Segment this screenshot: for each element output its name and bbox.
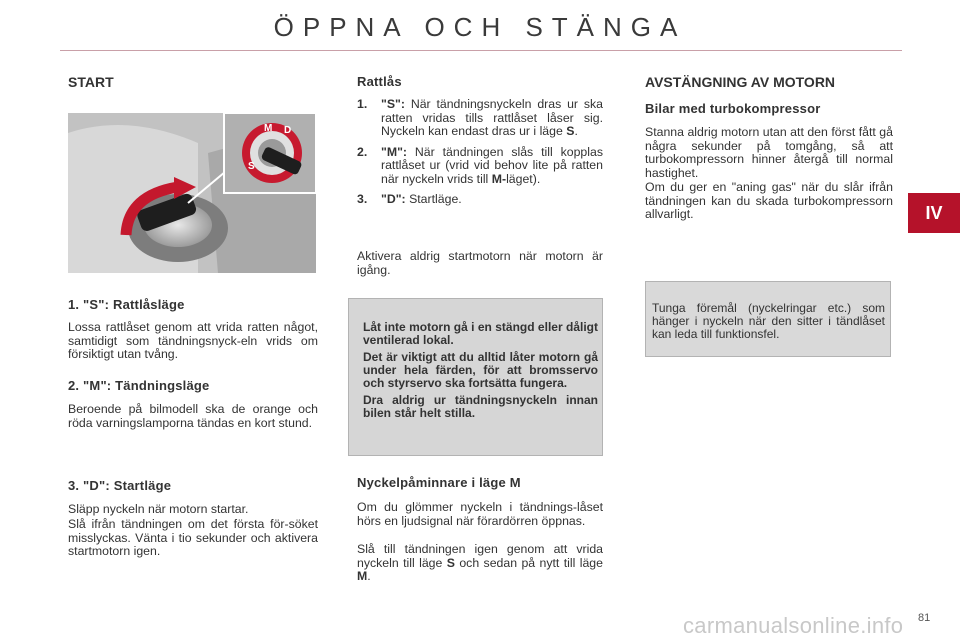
reminder-bold-s: S xyxy=(446,555,455,570)
item-text: När tändningsnyckeln dras ur ska ratten vridas tills rattlåset låser sig. Nyckeln kan endast dras ur i läge xyxy=(381,97,603,138)
d-text-1: Släpp nyckeln när motorn startar. xyxy=(68,502,249,516)
warning-line-2: Det är viktigt att du alltid låter motorn gå under hela färden, för att bromsservo och styrservo ska fortsätta fungera. xyxy=(363,350,598,390)
list-item xyxy=(357,193,603,207)
item-tail: . xyxy=(574,124,578,138)
title-divider xyxy=(60,50,902,51)
item-number: 2. xyxy=(357,144,368,159)
rattlas-heading: Rattlås xyxy=(357,74,402,89)
s-heading: 1. "S": Rattlåsläge xyxy=(68,297,185,312)
item-key: "S": xyxy=(381,97,405,111)
pos-m-label: M xyxy=(264,123,273,134)
page-title: ÖPPNA OCH STÄNGA xyxy=(273,12,687,42)
s-text: Lossa rattlåset genom att vrida ratten något, samtidigt som tändningsnyck-eln vrids om försiktigt utan tvång. xyxy=(68,320,318,361)
info-text: Tunga föremål (nyckelringar etc.) som hänger i nyckeln när den sitter i tändlåset kan leda till funktionsfel. xyxy=(652,301,885,341)
item-text: Startläge. xyxy=(409,192,462,206)
item-text: När tändningen slås till kopplas rattlåset ur (vrid vid behov lite på ratten när nyckeln vrids till xyxy=(381,144,603,186)
m-text: Beroende på bilmodell ska de orange och röda varningslamporna tändas en kort stund. xyxy=(68,402,318,430)
warning-line-3: Dra aldrig ur tändningsnyckeln innan bilen står helt stilla. xyxy=(363,393,598,420)
item-number: 3. xyxy=(357,192,368,206)
reminder-text-1: Om du glömmer nyckeln i tändnings-låset hörs en ljudsignal när förardörren öppnas. xyxy=(357,500,603,528)
turbo-text-2: Om du ger en "aning gas" när du slår ifrån tändningen kan du skada turbokompressorn allvarligt. xyxy=(645,180,893,221)
pos-d-label: D xyxy=(284,125,292,136)
ignition-key-photo xyxy=(68,113,316,273)
reminder-text-2-mid: och sedan på nytt till läge xyxy=(454,555,603,570)
item-tail: läget). xyxy=(506,171,541,186)
reminder-text-2-end: . xyxy=(367,569,371,583)
watermark: carmanualsonline.info xyxy=(683,613,904,638)
reminder-text-2-pre: Slå till tändningen igen genom att vrida nyckeln till läge xyxy=(357,542,603,570)
ignition-illustration xyxy=(68,113,316,273)
d-heading: 3. "D": Startläge xyxy=(68,478,172,493)
rattlas-note: Aktivera aldrig startmotorn när motorn är igång. xyxy=(357,249,603,277)
turbo-subheading: Bilar med turbokompressor xyxy=(645,101,821,116)
info-box xyxy=(645,281,891,357)
rattlas-list xyxy=(357,98,603,214)
chapter-tab[interactable]: IV xyxy=(908,193,960,233)
item-key: "M": xyxy=(381,144,407,159)
list-item xyxy=(357,146,603,187)
reminder-text-2 xyxy=(357,543,603,584)
turbo-text-1: Stanna aldrig motorn utan att den först fått gå några sekunder på tomgång, så att turbokompressorn hinner återgå till normal hastighet. xyxy=(645,125,893,180)
start-heading: START xyxy=(68,74,114,90)
warning-box xyxy=(348,298,603,456)
item-key: "D": xyxy=(381,192,406,206)
warning-line-1: Låt inte motorn gå i en stängd eller dåligt ventilerad lokal. xyxy=(363,320,598,347)
item-bold: M- xyxy=(491,171,507,186)
reminder-heading: Nyckelpåminnare i läge M xyxy=(357,475,521,490)
d-text-2: Slå ifrån tändningen om det första för-söket misslyckas. Vänta i tio sekunder och aktivera startmotorn igen. xyxy=(68,517,318,558)
item-number: 1. xyxy=(357,97,368,111)
m-heading: 2. "M": Tändningsläge xyxy=(68,378,210,393)
page-number: 81 xyxy=(918,612,931,624)
reminder-bold-m: M xyxy=(357,569,368,583)
list-item xyxy=(357,98,603,139)
pos-s-label: S xyxy=(248,161,255,172)
shutdown-heading: AVSTÄNGNING AV MOTORN xyxy=(645,74,836,90)
item-bold: S xyxy=(566,124,575,138)
